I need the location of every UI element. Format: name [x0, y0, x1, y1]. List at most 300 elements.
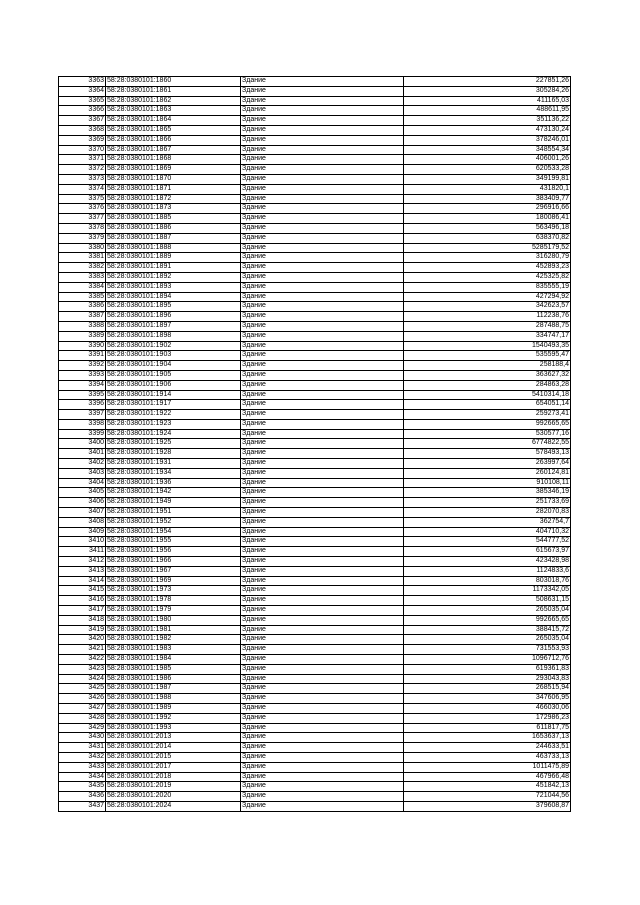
object-type-cell: Здание [241, 135, 404, 145]
object-type-cell: Здание [241, 321, 404, 331]
object-type-cell: Здание [241, 488, 404, 498]
row-number-cell: 3374 [59, 184, 106, 194]
table-row [59, 233, 571, 243]
object-type-cell: Здание [241, 174, 404, 184]
table-body [59, 77, 571, 812]
cadastral-number-cell: 58:28:0380101:1893 [106, 282, 241, 292]
cadastral-number-cell: 58:28:0380101:1993 [106, 723, 241, 733]
cadastral-value-cell: 1540493,35 [404, 341, 571, 351]
cadastral-number-cell: 58:28:0380101:1954 [106, 527, 241, 537]
cadastral-number-cell: 58:28:0380101:1895 [106, 302, 241, 312]
cadastral-value-cell: 348554,34 [404, 145, 571, 155]
cadastral-number-cell: 58:28:0380101:1872 [106, 194, 241, 204]
cadastral-number-cell: 58:28:0380101:1934 [106, 468, 241, 478]
row-number-cell: 3401 [59, 449, 106, 459]
cadastral-value-cell: 268515,94 [404, 684, 571, 694]
object-type-cell: Здание [241, 302, 404, 312]
object-type-cell: Здание [241, 625, 404, 635]
row-number-cell: 3416 [59, 596, 106, 606]
cadastral-value-cell: 619361,83 [404, 664, 571, 674]
row-number-cell: 3382 [59, 263, 106, 273]
row-number-cell: 3363 [59, 77, 106, 87]
table-row [59, 547, 571, 557]
table-row [59, 752, 571, 762]
cadastral-number-cell: 58:28:0380101:1982 [106, 635, 241, 645]
cadastral-value-cell: 287488,75 [404, 321, 571, 331]
table-row [59, 723, 571, 733]
cadastral-value-cell: 282070,83 [404, 508, 571, 518]
object-type-cell: Здание [241, 782, 404, 792]
row-number-cell: 3366 [59, 106, 106, 116]
table-row [59, 370, 571, 380]
table-row [59, 772, 571, 782]
row-number-cell: 3370 [59, 145, 106, 155]
table-row [59, 155, 571, 165]
table-row [59, 106, 571, 116]
object-type-cell: Здание [241, 361, 404, 371]
row-number-cell: 3394 [59, 380, 106, 390]
row-number-cell: 3384 [59, 282, 106, 292]
cadastral-value-cell: 112238,76 [404, 312, 571, 322]
cadastral-number-cell: 58:28:0380101:1952 [106, 517, 241, 527]
table-row [59, 645, 571, 655]
row-number-cell: 3431 [59, 743, 106, 753]
cadastral-value-cell: 463733,13 [404, 752, 571, 762]
table-row [59, 429, 571, 439]
row-number-cell: 3424 [59, 674, 106, 684]
table-row [59, 596, 571, 606]
cadastral-number-cell: 58:28:0380101:1887 [106, 233, 241, 243]
table-row [59, 537, 571, 547]
table-row [59, 312, 571, 322]
row-number-cell: 3406 [59, 498, 106, 508]
object-type-cell: Здание [241, 351, 404, 361]
object-type-cell: Здание [241, 664, 404, 674]
table-row [59, 321, 571, 331]
cadastral-number-cell: 58:28:0380101:1886 [106, 223, 241, 233]
row-number-cell: 3414 [59, 576, 106, 586]
row-number-cell: 3393 [59, 370, 106, 380]
row-number-cell: 3383 [59, 272, 106, 282]
cadastral-value-cell: 423428,98 [404, 557, 571, 567]
cadastral-number-cell: 58:28:0380101:1992 [106, 713, 241, 723]
row-number-cell: 3391 [59, 351, 106, 361]
object-type-cell: Здание [241, 86, 404, 96]
object-type-cell: Здание [241, 380, 404, 390]
cadastral-number-cell: 58:28:0380101:1869 [106, 165, 241, 175]
cadastral-value-cell: 451842,13 [404, 782, 571, 792]
object-type-cell: Здание [241, 547, 404, 557]
row-number-cell: 3390 [59, 341, 106, 351]
object-type-cell: Здание [241, 204, 404, 214]
cadastral-value-cell: 992665,65 [404, 419, 571, 429]
cadastral-number-cell: 58:28:0380101:1905 [106, 370, 241, 380]
row-number-cell: 3412 [59, 557, 106, 567]
cadastral-value-cell: 508631,15 [404, 596, 571, 606]
row-number-cell: 3436 [59, 792, 106, 802]
object-type-cell: Здание [241, 429, 404, 439]
cadastral-value-cell: 411165,03 [404, 96, 571, 106]
object-type-cell: Здание [241, 400, 404, 410]
row-number-cell: 3432 [59, 752, 106, 762]
object-type-cell: Здание [241, 508, 404, 518]
row-number-cell: 3423 [59, 664, 106, 674]
object-type-cell: Здание [241, 96, 404, 106]
cadastral-number-cell: 58:28:0380101:1903 [106, 351, 241, 361]
table-row [59, 380, 571, 390]
cadastral-value-cell: 180086,41 [404, 214, 571, 224]
row-number-cell: 3395 [59, 390, 106, 400]
cadastral-number-cell: 58:28:0380101:1917 [106, 400, 241, 410]
table-row [59, 762, 571, 772]
table-row [59, 449, 571, 459]
row-number-cell: 3397 [59, 410, 106, 420]
object-type-cell: Здание [241, 292, 404, 302]
cadastral-number-cell: 58:28:0380101:1951 [106, 508, 241, 518]
cadastral-value-cell: 1011475,89 [404, 762, 571, 772]
row-number-cell: 3379 [59, 233, 106, 243]
cadastral-number-cell: 58:28:0380101:1981 [106, 625, 241, 635]
row-number-cell: 3388 [59, 321, 106, 331]
object-type-cell: Здание [241, 635, 404, 645]
cadastral-value-cell: 362754,7 [404, 517, 571, 527]
cadastral-value-cell: 296916,66 [404, 204, 571, 214]
cadastral-value-cell: 1173342,05 [404, 586, 571, 596]
cadastral-number-cell: 58:28:0380101:1966 [106, 557, 241, 567]
table-row [59, 253, 571, 263]
cadastral-number-cell: 58:28:0380101:1989 [106, 704, 241, 714]
row-number-cell: 3380 [59, 243, 106, 253]
object-type-cell: Здание [241, 517, 404, 527]
object-type-cell: Здание [241, 596, 404, 606]
cadastral-number-cell: 58:28:0380101:1904 [106, 361, 241, 371]
object-type-cell: Здание [241, 645, 404, 655]
row-number-cell: 3403 [59, 468, 106, 478]
table-row [59, 243, 571, 253]
row-number-cell: 3418 [59, 615, 106, 625]
row-number-cell: 3385 [59, 292, 106, 302]
cadastral-value-cell: 379608,87 [404, 801, 571, 811]
cadastral-number-cell: 58:28:0380101:1864 [106, 116, 241, 126]
cadastral-value-cell: 172986,23 [404, 713, 571, 723]
cadastral-value-cell: 620533,28 [404, 165, 571, 175]
cadastral-value-cell: 385346,19 [404, 488, 571, 498]
cadastral-value-cell: 265035,04 [404, 635, 571, 645]
object-type-cell: Здание [241, 331, 404, 341]
table-row [59, 77, 571, 87]
cadastral-value-cell: 535595,47 [404, 351, 571, 361]
row-number-cell: 3398 [59, 419, 106, 429]
object-type-cell: Здание [241, 214, 404, 224]
table-row [59, 194, 571, 204]
cadastral-number-cell: 58:28:0380101:2015 [106, 752, 241, 762]
object-type-cell: Здание [241, 125, 404, 135]
table-row [59, 743, 571, 753]
row-number-cell: 3386 [59, 302, 106, 312]
object-type-cell: Здание [241, 684, 404, 694]
row-number-cell: 3371 [59, 155, 106, 165]
row-number-cell: 3373 [59, 174, 106, 184]
table-row [59, 517, 571, 527]
table-row [59, 223, 571, 233]
object-type-cell: Здание [241, 615, 404, 625]
table-row [59, 302, 571, 312]
table-row [59, 733, 571, 743]
object-type-cell: Здание [241, 606, 404, 616]
object-type-cell: Здание [241, 762, 404, 772]
cadastral-value-cell: 305284,26 [404, 86, 571, 96]
object-type-cell: Здание [241, 459, 404, 469]
cadastral-value-cell: 654051,14 [404, 400, 571, 410]
table-row [59, 635, 571, 645]
object-type-cell: Здание [241, 312, 404, 322]
cadastral-number-cell: 58:28:0380101:1861 [106, 86, 241, 96]
cadastral-value-cell: 578493,13 [404, 449, 571, 459]
row-number-cell: 3415 [59, 586, 106, 596]
cadastral-number-cell: 58:28:0380101:1986 [106, 674, 241, 684]
object-type-cell: Здание [241, 116, 404, 126]
cadastral-number-cell: 58:28:0380101:1896 [106, 312, 241, 322]
table-row [59, 439, 571, 449]
cadastral-number-cell: 58:28:0380101:2020 [106, 792, 241, 802]
cadastral-number-cell: 58:28:0380101:2019 [106, 782, 241, 792]
cadastral-number-cell: 58:28:0380101:1967 [106, 566, 241, 576]
cadastral-number-cell: 58:28:0380101:1885 [106, 214, 241, 224]
cadastral-number-cell: 58:28:0380101:1894 [106, 292, 241, 302]
cadastral-value-cell: 347606,95 [404, 694, 571, 704]
object-type-cell: Здание [241, 723, 404, 733]
row-number-cell: 3392 [59, 361, 106, 371]
row-number-cell: 3419 [59, 625, 106, 635]
row-number-cell: 3437 [59, 801, 106, 811]
table-row [59, 615, 571, 625]
row-number-cell: 3427 [59, 704, 106, 714]
object-type-cell: Здание [241, 439, 404, 449]
cadastral-number-cell: 58:28:0380101:2013 [106, 733, 241, 743]
cadastral-number-cell: 58:28:0380101:1873 [106, 204, 241, 214]
row-number-cell: 3364 [59, 86, 106, 96]
table-row [59, 96, 571, 106]
table-row [59, 459, 571, 469]
cadastral-number-cell: 58:28:0380101:1949 [106, 498, 241, 508]
cadastral-number-cell: 58:28:0380101:1936 [106, 478, 241, 488]
row-number-cell: 3381 [59, 253, 106, 263]
cadastral-value-cell: 363627,32 [404, 370, 571, 380]
cadastral-number-cell: 58:28:0380101:2024 [106, 801, 241, 811]
cadastral-number-cell: 58:28:0380101:1865 [106, 125, 241, 135]
row-number-cell: 3405 [59, 488, 106, 498]
cadastral-value-cell: 258188,4 [404, 361, 571, 371]
object-type-cell: Здание [241, 449, 404, 459]
cadastral-value-cell: 1096712,76 [404, 655, 571, 665]
row-number-cell: 3387 [59, 312, 106, 322]
table-row [59, 400, 571, 410]
table-row [59, 704, 571, 714]
cadastral-number-cell: 58:28:0380101:1870 [106, 174, 241, 184]
object-type-cell: Здание [241, 752, 404, 762]
cadastral-value-cell: 316280,79 [404, 253, 571, 263]
table-row [59, 557, 571, 567]
object-type-cell: Здание [241, 674, 404, 684]
cadastral-number-cell: 58:28:0380101:1866 [106, 135, 241, 145]
table-row [59, 468, 571, 478]
cadastral-value-cell: 244633,51 [404, 743, 571, 753]
cadastral-number-cell: 58:28:0380101:1867 [106, 145, 241, 155]
object-type-cell: Здание [241, 223, 404, 233]
table-row [59, 410, 571, 420]
cadastral-number-cell: 58:28:0380101:1898 [106, 331, 241, 341]
table-row [59, 792, 571, 802]
table-row [59, 674, 571, 684]
cadastral-number-cell: 58:28:0380101:1942 [106, 488, 241, 498]
table-row [59, 566, 571, 576]
row-number-cell: 3417 [59, 606, 106, 616]
object-type-cell: Здание [241, 694, 404, 704]
cadastral-number-cell: 58:28:0380101:1914 [106, 390, 241, 400]
table-row [59, 184, 571, 194]
row-number-cell: 3402 [59, 459, 106, 469]
row-number-cell: 3426 [59, 694, 106, 704]
row-number-cell: 3372 [59, 165, 106, 175]
cadastral-value-cell: 488611,95 [404, 106, 571, 116]
object-type-cell: Здание [241, 498, 404, 508]
row-number-cell: 3396 [59, 400, 106, 410]
cadastral-value-cell: 992665,65 [404, 615, 571, 625]
object-type-cell: Здание [241, 194, 404, 204]
table-row [59, 713, 571, 723]
cadastral-value-cell: 406001,26 [404, 155, 571, 165]
cadastral-value-cell: 427294,92 [404, 292, 571, 302]
object-type-cell: Здание [241, 772, 404, 782]
table-row [59, 263, 571, 273]
cadastral-value-cell: 342623,57 [404, 302, 571, 312]
cadastral-value-cell: 378246,01 [404, 135, 571, 145]
table-row [59, 488, 571, 498]
cadastral-number-cell: 58:28:0380101:1868 [106, 155, 241, 165]
row-number-cell: 3413 [59, 566, 106, 576]
table-row [59, 341, 571, 351]
cadastral-value-cell: 473130,24 [404, 125, 571, 135]
cadastral-number-cell: 58:28:0380101:1891 [106, 263, 241, 273]
cadastral-number-cell: 58:28:0380101:1978 [106, 596, 241, 606]
object-type-cell: Здание [241, 253, 404, 263]
cadastral-number-cell: 58:28:0380101:1925 [106, 439, 241, 449]
table-row [59, 174, 571, 184]
cadastral-value-cell: 544777,52 [404, 537, 571, 547]
table-row [59, 478, 571, 488]
row-number-cell: 3375 [59, 194, 106, 204]
cadastral-value-cell: 721044,56 [404, 792, 571, 802]
object-type-cell: Здание [241, 468, 404, 478]
table-row [59, 86, 571, 96]
cadastral-number-cell: 58:28:0380101:1955 [106, 537, 241, 547]
object-type-cell: Здание [241, 165, 404, 175]
row-number-cell: 3400 [59, 439, 106, 449]
row-number-cell: 3420 [59, 635, 106, 645]
cadastral-value-cell: 265035,04 [404, 606, 571, 616]
row-number-cell: 3365 [59, 96, 106, 106]
object-type-cell: Здание [241, 557, 404, 567]
cadastral-value-cell: 425325,82 [404, 272, 571, 282]
table-row [59, 292, 571, 302]
cadastral-number-cell: 58:28:0380101:1931 [106, 459, 241, 469]
cadastral-number-cell: 58:28:0380101:1902 [106, 341, 241, 351]
cadastral-value-cell: 611817,75 [404, 723, 571, 733]
cadastral-number-cell: 58:28:0380101:1985 [106, 664, 241, 674]
object-type-cell: Здание [241, 77, 404, 87]
cadastral-value-cell: 6774822,55 [404, 439, 571, 449]
cadastral-value-cell: 351136,22 [404, 116, 571, 126]
object-type-cell: Здание [241, 184, 404, 194]
table-row [59, 664, 571, 674]
object-type-cell: Здание [241, 704, 404, 714]
table-row [59, 508, 571, 518]
table-row [59, 606, 571, 616]
cadastral-value-cell: 263997,64 [404, 459, 571, 469]
cadastral-number-cell: 58:28:0380101:2017 [106, 762, 241, 772]
row-number-cell: 3368 [59, 125, 106, 135]
cadastral-value-cell: 5410314,18 [404, 390, 571, 400]
table-row [59, 272, 571, 282]
cadastral-value-cell: 5285179,52 [404, 243, 571, 253]
row-number-cell: 3435 [59, 782, 106, 792]
cadastral-number-cell: 58:28:0380101:2018 [106, 772, 241, 782]
row-number-cell: 3409 [59, 527, 106, 537]
object-type-cell: Здание [241, 801, 404, 811]
row-number-cell: 3429 [59, 723, 106, 733]
object-type-cell: Здание [241, 743, 404, 753]
cadastral-value-cell: 260124,81 [404, 468, 571, 478]
cadastral-number-cell: 58:28:0380101:2014 [106, 743, 241, 753]
object-type-cell: Здание [241, 576, 404, 586]
table-row [59, 204, 571, 214]
object-type-cell: Здание [241, 527, 404, 537]
table-row [59, 361, 571, 371]
object-type-cell: Здание [241, 537, 404, 547]
cadastral-number-cell: 58:28:0380101:1956 [106, 547, 241, 557]
cadastral-number-cell: 58:28:0380101:1923 [106, 419, 241, 429]
cadastral-value-cell: 910108,11 [404, 478, 571, 488]
row-number-cell: 3376 [59, 204, 106, 214]
object-type-cell: Здание [241, 410, 404, 420]
row-number-cell: 3411 [59, 547, 106, 557]
cadastral-number-cell: 58:28:0380101:1922 [106, 410, 241, 420]
row-number-cell: 3425 [59, 684, 106, 694]
cadastral-value-cell: 731553,93 [404, 645, 571, 655]
table-row [59, 801, 571, 811]
cadastral-number-cell: 58:28:0380101:1897 [106, 321, 241, 331]
table-row [59, 576, 571, 586]
cadastral-number-cell: 58:28:0380101:1862 [106, 96, 241, 106]
row-number-cell: 3369 [59, 135, 106, 145]
object-type-cell: Здание [241, 233, 404, 243]
cadastral-value-cell: 349199,81 [404, 174, 571, 184]
cadastral-number-cell: 58:28:0380101:1863 [106, 106, 241, 116]
table-row [59, 282, 571, 292]
cadastral-number-cell: 58:28:0380101:1888 [106, 243, 241, 253]
table-row [59, 145, 571, 155]
cadastral-number-cell: 58:28:0380101:1928 [106, 449, 241, 459]
table-row [59, 655, 571, 665]
row-number-cell: 3399 [59, 429, 106, 439]
table-row [59, 625, 571, 635]
cadastral-number-cell: 58:28:0380101:1889 [106, 253, 241, 263]
table-row [59, 125, 571, 135]
cadastral-value-cell: 1653637,13 [404, 733, 571, 743]
object-type-cell: Здание [241, 282, 404, 292]
cadastral-value-cell: 251733,69 [404, 498, 571, 508]
row-number-cell: 3430 [59, 733, 106, 743]
